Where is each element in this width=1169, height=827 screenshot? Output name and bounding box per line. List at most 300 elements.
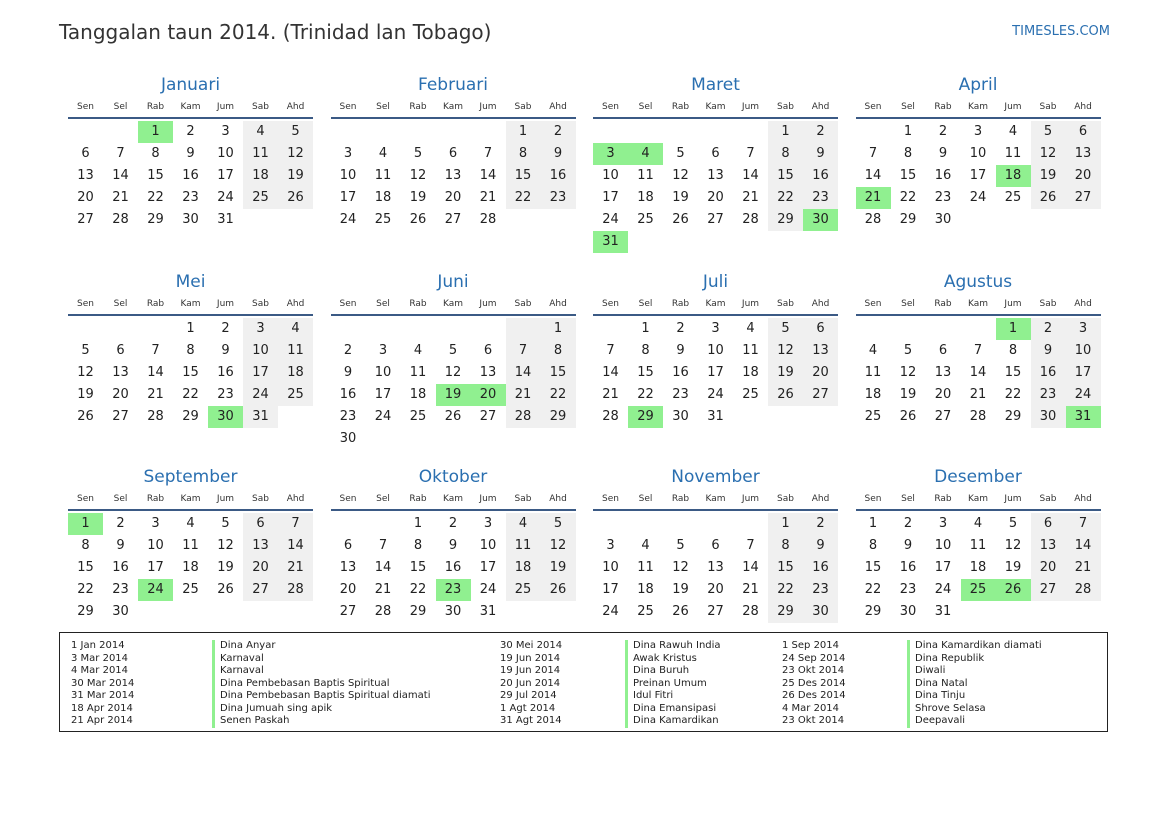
day-cell: 11 xyxy=(1004,146,1022,161)
weekday-label: Kam xyxy=(705,494,726,504)
day-cell: 18 xyxy=(864,387,882,402)
day-cell: 26 xyxy=(1031,187,1066,209)
empty-day-cell xyxy=(733,513,768,535)
empty-day-cell xyxy=(803,406,838,428)
empty-day-cell xyxy=(436,121,471,143)
empty-day-cell xyxy=(506,209,541,231)
day-cell: 25 xyxy=(278,384,313,406)
day-cell: 10 xyxy=(602,560,619,575)
empty-day-cell xyxy=(628,231,663,253)
weekday-label: Kam xyxy=(442,299,464,309)
empty-day-cell xyxy=(663,121,698,143)
legend-holiday-name: Idul Fitri xyxy=(625,690,721,703)
day-cell: 11 xyxy=(637,168,654,183)
day-cell: 7 xyxy=(278,513,313,535)
week-row xyxy=(68,209,313,231)
weekday-label: Sab xyxy=(252,102,269,112)
day-cell: 12 xyxy=(1031,143,1066,165)
empty-day-cell xyxy=(961,318,996,340)
day-cell: 3 xyxy=(151,516,160,531)
day-cell: 17 xyxy=(217,168,234,183)
week-row xyxy=(856,384,1101,406)
month-name: Oktober xyxy=(418,467,488,487)
weekday-label: Sab xyxy=(777,102,794,112)
weekday-label: Rab xyxy=(934,494,952,504)
day-cell: 14 xyxy=(374,560,392,575)
legend-holiday-name: Dina Natal xyxy=(907,678,1042,691)
empty-day-cell xyxy=(961,601,996,623)
empty-day-cell xyxy=(471,121,506,143)
week-row xyxy=(593,231,838,253)
day-cell: 22 xyxy=(506,187,541,209)
empty-day-cell xyxy=(366,318,401,340)
week-row xyxy=(856,143,1101,165)
day-cell: 30 xyxy=(208,406,243,428)
day-cell: 14 xyxy=(112,168,129,183)
week-row xyxy=(856,557,1101,579)
day-cell: 29 xyxy=(768,209,803,231)
day-cell: 4 xyxy=(378,146,388,161)
empty-day-cell xyxy=(996,601,1031,623)
day-cell: 30 xyxy=(182,212,199,227)
month-april xyxy=(856,72,1101,231)
week-row xyxy=(331,513,576,535)
day-cell: 29 xyxy=(147,212,164,227)
week-row xyxy=(331,579,576,601)
legend-holiday-date: 1 Sep 2014 xyxy=(782,640,840,651)
day-cell: 9 xyxy=(343,365,353,380)
day-cell: 7 xyxy=(151,343,160,358)
month-name: Juni xyxy=(437,272,469,292)
day-cell: 16 xyxy=(803,557,838,579)
week-row xyxy=(68,535,313,557)
day-cell: 22 xyxy=(1004,387,1022,402)
day-cell: 28 xyxy=(1066,579,1101,601)
week-row xyxy=(331,384,576,406)
day-cell: 30 xyxy=(1031,406,1066,428)
week-row xyxy=(856,579,1101,601)
day-cell: 6 xyxy=(483,343,493,358)
weekday-label: Ahd xyxy=(811,102,830,112)
weekday-label: Jum xyxy=(216,299,235,309)
empty-day-cell xyxy=(471,318,506,340)
week-row xyxy=(68,406,313,428)
day-cell: 24 xyxy=(479,582,497,597)
day-cell: 5 xyxy=(81,343,90,358)
empty-day-cell xyxy=(593,513,628,535)
day-cell: 1 xyxy=(541,318,576,340)
day-cell: 19 xyxy=(899,387,917,402)
day-cell: 21 xyxy=(856,187,891,209)
header-divider xyxy=(593,117,838,119)
month-juli xyxy=(593,269,838,428)
month-februari xyxy=(331,72,576,231)
weekday-label: Ahd xyxy=(1074,494,1092,504)
day-cell: 12 xyxy=(541,535,576,557)
day-cell: 16 xyxy=(672,365,689,380)
day-cell: 3 xyxy=(343,146,353,161)
day-cell: 2 xyxy=(1031,318,1066,340)
day-cell: 6 xyxy=(1066,121,1101,143)
day-cell: 26 xyxy=(278,187,313,209)
day-cell: 9 xyxy=(903,538,913,553)
weekday-label: Kam xyxy=(180,299,201,309)
empty-day-cell xyxy=(68,121,103,143)
week-row xyxy=(593,187,838,209)
day-cell: 28 xyxy=(969,409,987,424)
legend-dates-col-2 xyxy=(500,640,562,728)
day-cell: 15 xyxy=(768,557,803,579)
day-cell: 13 xyxy=(479,365,497,380)
day-cell: 11 xyxy=(182,538,199,553)
weekday-label: Sel xyxy=(638,102,653,112)
day-cell: 20 xyxy=(471,384,506,406)
day-cell: 4 xyxy=(413,343,423,358)
month-name: September xyxy=(143,467,238,487)
legend-holiday-name: Dina Pembebasan Baptis Spiritual diamati xyxy=(212,690,430,703)
weekday-label: Sen xyxy=(864,299,882,309)
day-cell: 3 xyxy=(378,343,388,358)
day-cell: 11 xyxy=(374,168,392,183)
legend-holiday-name: Dina Buruh xyxy=(625,665,721,678)
day-cell: 28 xyxy=(278,579,313,601)
weekday-label: Sel xyxy=(376,299,390,309)
day-cell: 19 xyxy=(768,362,803,384)
empty-day-cell xyxy=(663,513,698,535)
day-cell: 26 xyxy=(672,212,689,227)
legend-holiday-date: 30 Mei 2014 xyxy=(500,640,563,651)
day-cell: 15 xyxy=(409,560,427,575)
week-row xyxy=(856,121,1101,143)
day-cell: 29 xyxy=(409,604,427,619)
day-cell: 23 xyxy=(436,579,471,601)
day-cell: 8 xyxy=(506,143,541,165)
day-cell: 11 xyxy=(506,535,541,557)
day-cell: 6 xyxy=(711,146,720,161)
week-row xyxy=(68,165,313,187)
legend-holiday-name: Senen Paskah xyxy=(212,715,430,728)
month-name: Desember xyxy=(934,467,1022,487)
week-row xyxy=(593,384,838,406)
day-cell: 22 xyxy=(147,190,164,205)
legend-holiday-date: 31 Mar 2014 xyxy=(71,690,135,701)
weekday-label: Sel xyxy=(638,494,653,504)
day-cell: 27 xyxy=(444,212,462,227)
day-cell: 10 xyxy=(969,146,987,161)
weekday-label: Kam xyxy=(442,102,464,112)
weekday-header xyxy=(593,295,838,313)
month-name: November xyxy=(671,467,760,487)
day-cell: 28 xyxy=(864,212,882,227)
weekday-label: Kam xyxy=(442,494,464,504)
day-cell: 4 xyxy=(186,516,195,531)
day-cell: 14 xyxy=(602,365,619,380)
day-cell: 25 xyxy=(637,604,654,619)
day-cell: 28 xyxy=(602,409,619,424)
day-cell: 24 xyxy=(339,212,357,227)
empty-day-cell xyxy=(541,601,576,623)
day-cell: 6 xyxy=(448,146,458,161)
weekday-header xyxy=(331,98,576,116)
weekday-label: Sab xyxy=(514,299,532,309)
day-cell: 4 xyxy=(243,121,278,143)
month-mei xyxy=(68,269,313,428)
day-cell: 11 xyxy=(409,365,427,380)
day-cell: 21 xyxy=(602,387,619,402)
empty-day-cell xyxy=(996,209,1031,231)
week-row xyxy=(856,535,1101,557)
week-row xyxy=(593,406,838,428)
day-cell: 26 xyxy=(768,384,803,406)
header-divider xyxy=(593,509,838,511)
day-cell: 2 xyxy=(803,121,838,143)
legend-holiday-date: 19 Jun 2014 xyxy=(500,652,561,664)
weekday-header xyxy=(331,295,576,313)
week-row xyxy=(856,340,1101,362)
legend-holiday-date: 4 Mar 2014 xyxy=(782,702,840,714)
day-cell: 25 xyxy=(1004,190,1022,205)
day-cell: 5 xyxy=(448,343,458,358)
day-cell: 1 xyxy=(506,121,541,143)
day-cell: 22 xyxy=(409,582,427,597)
day-cell: 6 xyxy=(1031,513,1066,535)
weekday-label: Sen xyxy=(339,299,357,309)
empty-day-cell xyxy=(103,121,138,143)
day-cell: 25 xyxy=(961,579,996,601)
week-row xyxy=(856,513,1101,535)
day-cell: 31 xyxy=(243,406,278,428)
empty-day-cell xyxy=(891,318,926,340)
empty-day-cell xyxy=(68,318,103,340)
day-cell: 27 xyxy=(112,409,129,424)
day-cell: 1 xyxy=(641,321,650,336)
day-cell: 24 xyxy=(217,190,234,205)
weekday-label: Jum xyxy=(741,299,760,309)
day-cell: 5 xyxy=(278,121,313,143)
weekday-label: Jum xyxy=(479,102,497,112)
day-cell: 1 xyxy=(186,321,195,336)
week-row xyxy=(593,362,838,384)
day-cell: 23 xyxy=(541,187,576,209)
day-cell: 20 xyxy=(1031,557,1066,579)
day-cell: 2 xyxy=(938,124,948,139)
week-row xyxy=(856,209,1101,231)
day-cell: 18 xyxy=(243,165,278,187)
weekday-label: Ahd xyxy=(1074,299,1092,309)
day-cell: 9 xyxy=(186,146,195,161)
calendar-grid xyxy=(68,72,1101,632)
day-cell: 22 xyxy=(768,579,803,601)
empty-day-cell xyxy=(366,513,401,535)
month-maret xyxy=(593,72,838,253)
legend-holiday-date: 1 Agt 2014 xyxy=(500,702,556,714)
weekday-label: Sen xyxy=(864,494,882,504)
day-cell: 23 xyxy=(182,190,199,205)
empty-day-cell xyxy=(1066,601,1101,623)
legend-holiday-date: 3 Mar 2014 xyxy=(71,652,129,664)
legend-holiday-date: 29 Jul 2014 xyxy=(500,690,557,701)
day-cell: 17 xyxy=(374,387,392,402)
weekday-header xyxy=(856,295,1101,313)
legend-holiday-name: Dina Rawuh India xyxy=(625,640,721,653)
weekday-label: Ahd xyxy=(549,299,567,309)
day-cell: 10 xyxy=(339,168,357,183)
weekday-label: Sab xyxy=(514,102,532,112)
day-cell: 9 xyxy=(938,146,948,161)
week-row xyxy=(593,513,838,535)
day-cell: 14 xyxy=(969,365,987,380)
weekday-header xyxy=(331,490,576,508)
day-cell: 3 xyxy=(938,516,948,531)
weekday-label: Sel xyxy=(901,494,915,504)
brand-link[interactable]: TIMESLES.COM xyxy=(1012,24,1110,39)
day-cell: 18 xyxy=(969,560,987,575)
day-cell: 31 xyxy=(934,604,952,619)
day-cell: 19 xyxy=(409,190,427,205)
day-cell: 18 xyxy=(182,560,199,575)
day-cell: 22 xyxy=(899,190,917,205)
empty-day-cell xyxy=(768,406,803,428)
day-cell: 7 xyxy=(378,538,388,553)
weekday-label: Sel xyxy=(901,102,915,112)
weekday-label: Rab xyxy=(934,102,952,112)
day-cell: 31 xyxy=(217,212,234,227)
day-cell: 6 xyxy=(343,538,353,553)
day-cell: 13 xyxy=(339,560,357,575)
empty-day-cell xyxy=(663,231,698,253)
day-cell: 3 xyxy=(243,318,278,340)
legend-holiday-name: Dina Jumuah sing apik xyxy=(212,703,430,716)
empty-day-cell xyxy=(436,428,471,450)
day-cell: 10 xyxy=(147,538,164,553)
day-cell: 21 xyxy=(1066,557,1101,579)
weekday-label: Sab xyxy=(252,494,269,504)
weekday-label: Ahd xyxy=(286,494,305,504)
day-cell: 22 xyxy=(541,384,576,406)
empty-day-cell xyxy=(1031,209,1066,231)
day-cell: 1 xyxy=(413,516,423,531)
legend-holiday-date: 30 Mar 2014 xyxy=(71,677,135,689)
day-cell: 10 xyxy=(217,146,234,161)
weekday-label: Sen xyxy=(77,102,94,112)
week-row xyxy=(856,362,1101,384)
month-name: April xyxy=(958,75,998,95)
day-cell: 4 xyxy=(746,321,755,336)
day-cell: 1 xyxy=(68,513,103,535)
week-row xyxy=(593,579,838,601)
legend-holiday-date: 23 Okt 2014 xyxy=(782,715,845,726)
day-cell: 7 xyxy=(1066,513,1101,535)
day-cell: 17 xyxy=(969,168,987,183)
day-cell: 28 xyxy=(742,212,759,227)
day-cell: 26 xyxy=(444,409,462,424)
day-cell: 17 xyxy=(707,365,724,380)
day-cell: 3 xyxy=(711,321,720,336)
weekday-label: Ahd xyxy=(811,299,830,309)
day-cell: 25 xyxy=(243,187,278,209)
empty-day-cell xyxy=(331,318,366,340)
day-cell: 22 xyxy=(77,582,94,597)
weekday-label: Ahd xyxy=(286,299,305,309)
empty-day-cell xyxy=(698,121,733,143)
week-row xyxy=(593,340,838,362)
day-cell: 18 xyxy=(506,557,541,579)
day-cell: 7 xyxy=(868,146,878,161)
day-cell: 6 xyxy=(243,513,278,535)
day-cell: 4 xyxy=(278,318,313,340)
week-row xyxy=(331,535,576,557)
legend-holiday-name: Awak Kristus xyxy=(625,653,721,666)
weekday-label: Sel xyxy=(376,102,390,112)
weekday-label: Sab xyxy=(777,299,794,309)
day-cell: 7 xyxy=(506,340,541,362)
weekday-label: Sab xyxy=(777,494,794,504)
day-cell: 4 xyxy=(1008,124,1018,139)
day-cell: 12 xyxy=(444,365,462,380)
day-cell: 14 xyxy=(479,168,497,183)
day-cell: 29 xyxy=(182,409,199,424)
week-row xyxy=(593,143,838,165)
day-cell: 28 xyxy=(374,604,392,619)
weekday-label: Jum xyxy=(479,299,497,309)
day-cell: 27 xyxy=(339,604,357,619)
day-cell: 19 xyxy=(1004,560,1022,575)
empty-day-cell xyxy=(733,121,768,143)
day-cell: 16 xyxy=(541,165,576,187)
day-cell: 5 xyxy=(1008,516,1018,531)
weekday-label: Ahd xyxy=(549,494,567,504)
day-cell: 15 xyxy=(864,560,882,575)
weekday-label: Rab xyxy=(146,494,165,504)
weekday-label: Jum xyxy=(479,494,497,504)
empty-day-cell xyxy=(506,601,541,623)
day-cell: 25 xyxy=(864,409,882,424)
day-cell: 8 xyxy=(868,538,878,553)
day-cell: 21 xyxy=(278,557,313,579)
weekday-label: Sel xyxy=(901,299,915,309)
empty-day-cell xyxy=(768,231,803,253)
weekday-label: Sel xyxy=(376,494,390,504)
day-cell: 13 xyxy=(243,535,278,557)
weekday-label: Jum xyxy=(1004,299,1022,309)
empty-day-cell xyxy=(698,231,733,253)
legend-holiday-date: 21 Apr 2014 xyxy=(71,715,133,726)
empty-day-cell xyxy=(961,209,996,231)
legend-holiday-name: Deepavali xyxy=(907,715,1042,728)
day-cell: 9 xyxy=(1031,340,1066,362)
day-cell: 10 xyxy=(243,340,278,362)
empty-day-cell xyxy=(138,318,173,340)
weekday-header xyxy=(856,490,1101,508)
legend-holiday-name: Dina Kamardikan xyxy=(625,715,721,728)
header-divider xyxy=(68,314,313,316)
empty-day-cell xyxy=(208,601,243,623)
day-cell: 18 xyxy=(278,362,313,384)
day-cell: 14 xyxy=(1066,535,1101,557)
week-row xyxy=(593,318,838,340)
empty-day-cell xyxy=(698,513,733,535)
weekday-label: Sen xyxy=(77,299,94,309)
day-cell: 4 xyxy=(628,143,663,165)
weekday-label: Kam xyxy=(180,494,201,504)
weekday-label: Sel xyxy=(113,299,128,309)
day-cell: 12 xyxy=(217,538,234,553)
empty-day-cell xyxy=(803,231,838,253)
day-cell: 27 xyxy=(934,409,952,424)
day-cell: 27 xyxy=(803,384,838,406)
day-cell: 4 xyxy=(868,343,878,358)
day-cell: 18 xyxy=(996,165,1031,187)
